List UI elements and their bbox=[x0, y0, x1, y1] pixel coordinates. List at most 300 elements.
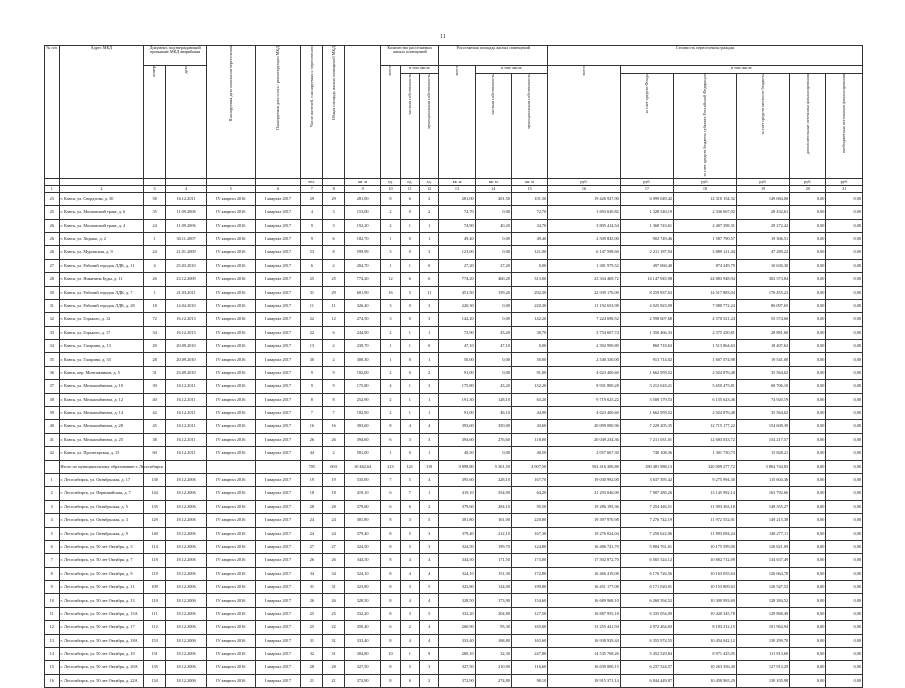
table-cell: I квартал 2017 bbox=[255, 621, 301, 634]
table-cell: I квартал 2017 bbox=[255, 514, 301, 527]
table-cell: 101,50 bbox=[511, 192, 547, 205]
table-cell: 47,10 bbox=[439, 340, 475, 353]
table-cell: 220,80 bbox=[511, 514, 547, 527]
table-cell: 16.12.2011 bbox=[165, 407, 206, 420]
table-cell: 1 368 743,61 bbox=[620, 219, 673, 232]
table-cell: 191,30 bbox=[439, 393, 475, 406]
table-cell: 0,00 bbox=[475, 366, 511, 379]
table-cell: 0,00 bbox=[475, 313, 511, 326]
table-cell: 43,20 bbox=[475, 380, 511, 393]
table-cell: 599,99 bbox=[345, 246, 381, 259]
table-cell: 3 bbox=[419, 540, 438, 553]
table-cell: 21 bbox=[301, 674, 323, 687]
table-cell: IV квартал 2016 bbox=[207, 661, 255, 674]
table-cell: 26 bbox=[323, 433, 345, 446]
table-cell: 16.12.2013 bbox=[165, 326, 206, 339]
table-cell: 0,00 bbox=[790, 393, 826, 406]
table-cell: 31 bbox=[323, 581, 345, 594]
table-cell: 148 277,11 bbox=[736, 527, 789, 540]
table-cell: 1 bbox=[144, 232, 166, 245]
table-cell: 774,20 bbox=[345, 273, 381, 286]
table-cell: 10 153 809,63 bbox=[674, 581, 737, 594]
table-cell: IV квартал 2016 bbox=[207, 299, 255, 312]
table-cell: 91,00 bbox=[511, 366, 547, 379]
table-cell: 774,20 bbox=[439, 273, 475, 286]
table-cell: 11 bbox=[323, 299, 345, 312]
table-cell: 0,00 bbox=[826, 206, 863, 219]
table-cell: 284,10 bbox=[475, 500, 511, 513]
table-cell: 381,80 bbox=[345, 514, 381, 527]
address-cell: г. Лесосибирск, ул. Октябрьская, д. 9 bbox=[59, 527, 144, 540]
table-cell: 1 bbox=[400, 326, 419, 339]
table-cell: 1 587 790,57 bbox=[674, 232, 737, 245]
table-cell: 0,00 bbox=[790, 473, 826, 486]
table-cell: 350,00 bbox=[475, 420, 511, 433]
table-cell: 35 564,62 bbox=[736, 407, 789, 420]
table-cell: 18 915 371,14 bbox=[548, 674, 621, 687]
table-cell: 7 250 622,06 bbox=[620, 527, 673, 540]
table-cell: 0,00 bbox=[790, 460, 826, 473]
table-cell: 3 bbox=[419, 246, 438, 259]
table-cell: 323,80 bbox=[345, 581, 381, 594]
table-cell: 3 212 618,21 bbox=[620, 380, 673, 393]
table-row bbox=[45, 246, 863, 259]
table-cell: 22 bbox=[301, 313, 323, 326]
table-cell: 6 bbox=[381, 487, 400, 500]
table-cell: 40,50 bbox=[511, 447, 547, 460]
table-cell: 26 bbox=[301, 433, 323, 446]
table-row bbox=[45, 340, 863, 353]
table-cell: 0,00 bbox=[826, 621, 863, 634]
table-cell: 1 bbox=[400, 407, 419, 420]
table-cell: 28 bbox=[144, 353, 166, 366]
column-number: 7 bbox=[301, 185, 323, 192]
table-cell: 0,00 bbox=[790, 326, 826, 339]
table-cell: 9 bbox=[301, 380, 323, 393]
table-cell: 3 bbox=[400, 514, 419, 527]
table-cell: 95,30 bbox=[475, 621, 511, 634]
table-cell: 328,50 bbox=[345, 594, 381, 607]
table-cell: 116,60 bbox=[511, 661, 547, 674]
table-cell: 21 bbox=[323, 674, 345, 687]
table-cell: 24 883 948,94 bbox=[674, 273, 737, 286]
table-cell: 149 215,38 bbox=[736, 514, 789, 527]
address-cell: г. Лесосибирск, ул. 50 лет Октября, д. 22А bbox=[59, 674, 144, 687]
table-cell: 7 229 205,35 bbox=[620, 420, 673, 433]
table-cell: 3 bbox=[323, 206, 345, 219]
table-cell: 4 623 400,60 bbox=[548, 407, 621, 420]
table-cell: 8 bbox=[301, 393, 323, 406]
table-cell: 1 bbox=[419, 326, 438, 339]
table-cell: 4 972 264,83 bbox=[620, 621, 673, 634]
table-cell: 142,20 bbox=[439, 313, 475, 326]
unit-cell: ед. bbox=[381, 178, 400, 185]
table-cell: 0,00 bbox=[826, 286, 863, 299]
table-cell: I квартал 2017 bbox=[255, 393, 301, 406]
table-cell: 154,60 bbox=[511, 594, 547, 607]
table-cell: 2 bbox=[419, 366, 438, 379]
table-cell: 182,70 bbox=[345, 232, 381, 245]
table-cell: 18.12.2006 bbox=[165, 567, 206, 580]
table-cell: 20.09.2010 bbox=[165, 340, 206, 353]
table-cell: 176 455,23 bbox=[736, 286, 789, 299]
table-cell: I квартал 2017 bbox=[255, 420, 301, 433]
table-cell: IV квартал 2016 bbox=[207, 313, 255, 326]
hdr-cost-title: Стоимость переселения граждан bbox=[548, 46, 863, 66]
table-cell: 110 bbox=[144, 594, 166, 607]
table-cell: 151,30 bbox=[475, 567, 511, 580]
table-cell: 2 bbox=[419, 192, 438, 205]
table-cell: IV квартал 2016 bbox=[207, 380, 255, 393]
table-cell: 22 939 176,00 bbox=[548, 286, 621, 299]
table-cell: 28 bbox=[301, 661, 323, 674]
table-cell: 10 458 965,29 bbox=[674, 674, 737, 687]
table-cell: 239,70 bbox=[345, 340, 381, 353]
column-number: 14 bbox=[475, 185, 511, 192]
table-cell: 1 bbox=[419, 393, 438, 406]
table-cell: 6 565 524,12 bbox=[620, 554, 673, 567]
table-cell: 6 bbox=[400, 273, 419, 286]
table-cell: 0,00 bbox=[790, 299, 826, 312]
table-cell: 28 bbox=[45, 273, 60, 286]
table-cell: 8 bbox=[381, 514, 400, 527]
table-cell: 134 637,49 bbox=[736, 554, 789, 567]
table-cell: 1 bbox=[381, 259, 400, 272]
table-cell: 29 bbox=[144, 340, 166, 353]
table-cell: IV квартал 2016 bbox=[207, 366, 255, 379]
table-cell: 167,70 bbox=[511, 473, 547, 486]
table-row bbox=[45, 206, 863, 219]
table-cell: IV квартал 2016 bbox=[207, 607, 255, 620]
table-cell: 18.12.2006 bbox=[165, 674, 206, 687]
table-cell: 50,00 bbox=[439, 353, 475, 366]
table-cell: 16.12.2013 bbox=[165, 313, 206, 326]
table-cell: 16 938 929,44 bbox=[548, 634, 621, 647]
table-cell: 3 bbox=[419, 433, 438, 446]
table-cell: 0,00 bbox=[790, 192, 826, 205]
table-cell: 3 bbox=[381, 313, 400, 326]
table-cell: 14 147 945,98 bbox=[620, 273, 673, 286]
table-cell: 4 bbox=[400, 567, 419, 580]
table-cell: 25 bbox=[45, 206, 60, 219]
table-cell: 121,00 bbox=[511, 246, 547, 259]
table-cell: 1 693 630,82 bbox=[548, 206, 621, 219]
table-cell: 16.12.2011 bbox=[165, 192, 206, 205]
table-cell: 0,00 bbox=[790, 313, 826, 326]
address-cell: г. Канск, ул. Мелькомбината, д. 25 bbox=[59, 433, 144, 446]
column-number: 12 bbox=[419, 185, 438, 192]
table-cell: 2 375 250,81 bbox=[674, 326, 737, 339]
table-cell: 2 392 990,80 bbox=[548, 340, 621, 353]
table-cell: 2 bbox=[381, 393, 400, 406]
table-cell: 393,60 bbox=[345, 420, 381, 433]
table-cell: 3 bbox=[45, 500, 60, 513]
table-cell: I квартал 2017 bbox=[255, 433, 301, 446]
table-cell: 10 163 055,64 bbox=[674, 567, 737, 580]
table-cell: 74 920,19 bbox=[736, 393, 789, 406]
table-cell: 16 887 955,18 bbox=[548, 607, 621, 620]
table-cell: 28 bbox=[301, 500, 323, 513]
table-cell: 35 564,62 bbox=[736, 366, 789, 379]
table-cell: 14.04.2010 bbox=[165, 299, 206, 312]
table-cell: 31 bbox=[144, 366, 166, 379]
table-cell: 12 310 154,32 bbox=[674, 192, 737, 205]
table-cell: 28 432,61 bbox=[736, 206, 789, 219]
table-cell: 394,60 bbox=[345, 433, 381, 446]
table-cell: I квартал 2017 bbox=[255, 259, 301, 272]
unit-cell: руб. bbox=[826, 178, 863, 185]
unit-cell: кв. м bbox=[345, 178, 381, 185]
table-cell: 111 bbox=[144, 607, 166, 620]
table-cell: 40,50 bbox=[439, 447, 475, 460]
table-cell: 20 099 090,96 bbox=[548, 420, 621, 433]
unit-cell: ед. bbox=[419, 178, 438, 185]
table-cell: 31 bbox=[301, 634, 323, 647]
table-row bbox=[45, 634, 863, 647]
table-cell: 327,50 bbox=[345, 661, 381, 674]
table-cell: 10 630,30 bbox=[736, 259, 789, 272]
hdr-planned-end: Планируемая дата окончания переселения bbox=[227, 46, 233, 122]
table-cell: 115 604,36 bbox=[736, 473, 789, 486]
table-cell: 23 334 469,72 bbox=[548, 273, 621, 286]
table-cell: 210,90 bbox=[475, 661, 511, 674]
table-cell: 5 452 529,84 bbox=[620, 648, 673, 661]
table-row bbox=[45, 554, 863, 567]
table-cell: IV квартал 2016 bbox=[207, 219, 255, 232]
table-cell: 0,00 bbox=[790, 581, 826, 594]
address-cell: г. Лесосибирск, ул. 50 лет Октября, д. 7 bbox=[59, 554, 144, 567]
table-cell: 2 bbox=[381, 366, 400, 379]
table-cell: 29 bbox=[301, 192, 323, 205]
table-cell: 601,90 bbox=[345, 286, 381, 299]
table-cell: 0 bbox=[419, 340, 438, 353]
table-row bbox=[45, 473, 863, 486]
table-cell: IV квартал 2016 bbox=[207, 259, 255, 272]
address-cell: г. Лесосибирск, ул. 50 лет Октября, д. 17 bbox=[59, 621, 144, 634]
table-cell: 0,00 bbox=[826, 340, 863, 353]
table-cell: 4 bbox=[144, 259, 166, 272]
table-cell: 0,00 bbox=[826, 232, 863, 245]
hdr-area-private: частная собственность bbox=[490, 74, 496, 115]
table-cell: 28 bbox=[323, 661, 345, 674]
table-cell: 168,80 bbox=[475, 634, 511, 647]
hdr-n-pp: № п/п bbox=[45, 46, 60, 179]
column-number: 1 bbox=[45, 185, 60, 192]
table-cell: 44,90 bbox=[511, 407, 547, 420]
table-cell: 6 bbox=[400, 192, 419, 205]
table-cell: 18.12.2006 bbox=[165, 661, 206, 674]
table-cell: 740 108,36 bbox=[620, 447, 673, 460]
table-cell: 14 535 768,26 bbox=[548, 648, 621, 661]
table-cell: I квартал 2017 bbox=[255, 607, 301, 620]
table-cell: 126 547,52 bbox=[736, 581, 789, 594]
table-cell: 2 bbox=[419, 206, 438, 219]
table-cell: 18.12.2006 bbox=[165, 473, 206, 486]
table-cell: 173,00 bbox=[511, 554, 547, 567]
address-cell: г. Канск, ул. Муромская, д. 9 bbox=[59, 246, 144, 259]
table-cell: 27 bbox=[301, 540, 323, 553]
table-cell: 129 868,49 bbox=[736, 607, 789, 620]
table-cell: 142,20 bbox=[511, 313, 547, 326]
table-cell: 21.01.2009 bbox=[165, 246, 206, 259]
table-cell: 3 bbox=[381, 299, 400, 312]
table-cell: IV квартал 2016 bbox=[207, 326, 255, 339]
table-cell: 5 650 475,81 bbox=[674, 380, 737, 393]
hdr-area-municipal: муниципальная собственность bbox=[526, 74, 532, 129]
table-cell: 13 bbox=[301, 340, 323, 353]
table-cell: 42 bbox=[45, 447, 60, 460]
table-cell: 5 bbox=[400, 661, 419, 674]
table-cell: 33 bbox=[45, 326, 60, 339]
table-cell bbox=[255, 460, 301, 473]
table-cell: 0,00 bbox=[790, 407, 826, 420]
table-cell: 31 bbox=[301, 581, 323, 594]
table-cell: I квартал 2017 bbox=[255, 232, 301, 245]
table-cell: 0,00 bbox=[826, 259, 863, 272]
table-cell: 11 bbox=[301, 299, 323, 312]
table-cell: 4 bbox=[419, 594, 438, 607]
table-cell bbox=[45, 460, 60, 473]
table-cell: 379,60 bbox=[345, 500, 381, 513]
table-cell: 18.12.2006 bbox=[165, 581, 206, 594]
table-cell: 4 bbox=[400, 420, 419, 433]
table-cell: 161,00 bbox=[475, 514, 511, 527]
table-cell: I квартал 2017 bbox=[255, 594, 301, 607]
table-cell: 26 bbox=[301, 554, 323, 567]
table-cell: 1 bbox=[381, 232, 400, 245]
table-cell: 7 987 280,26 bbox=[620, 487, 673, 500]
table-cell: 138 bbox=[144, 473, 166, 486]
table-cell: 0,00 bbox=[790, 527, 826, 540]
table-cell: 163 792,66 bbox=[736, 487, 789, 500]
table-cell: I квартал 2017 bbox=[255, 648, 301, 661]
table-cell: 25 bbox=[323, 607, 345, 620]
table-cell: 119 bbox=[419, 460, 438, 473]
table-row bbox=[45, 621, 863, 634]
table-cell: 16 bbox=[323, 420, 345, 433]
table-cell: 320 009 277,72 bbox=[674, 460, 737, 473]
table-row bbox=[45, 259, 863, 272]
table-cell: 874 249,79 bbox=[674, 259, 737, 272]
table-cell: 326,40 bbox=[345, 299, 381, 312]
column-number: 4 bbox=[165, 185, 206, 192]
table-cell: 134 bbox=[144, 674, 166, 687]
hdr-rooms-all: всего bbox=[387, 66, 393, 76]
table-cell: I квартал 2017 bbox=[255, 554, 301, 567]
table-cell: 2 bbox=[400, 621, 419, 634]
table-cell: 18.12.2006 bbox=[165, 514, 206, 527]
hdr-local: за счет средств местного бюджета bbox=[759, 74, 765, 135]
table-cell: I квартал 2017 bbox=[255, 407, 301, 420]
table-cell: 1 bbox=[400, 648, 419, 661]
table-cell: I квартал 2017 bbox=[255, 581, 301, 594]
table-cell: 9 bbox=[323, 366, 345, 379]
table-cell: 300,30 bbox=[345, 353, 381, 366]
table-cell: 333,40 bbox=[439, 634, 475, 647]
table-cell: 25 bbox=[301, 621, 323, 634]
table-cell: 1 bbox=[45, 473, 60, 486]
table-cell: 16.12.2011 bbox=[165, 420, 206, 433]
table-cell: 350,40 bbox=[345, 621, 381, 634]
table-cell: 0,00 bbox=[826, 460, 863, 473]
unit-cell: чел. bbox=[301, 178, 323, 185]
table-cell: 0,00 bbox=[826, 594, 863, 607]
table-cell: 126 664,78 bbox=[736, 567, 789, 580]
table-cell: 135 bbox=[144, 500, 166, 513]
table-cell: 0,00 bbox=[826, 326, 863, 339]
table-cell: 111 813,60 bbox=[736, 648, 789, 661]
table-cell: 8 bbox=[381, 594, 400, 607]
table-cell: 902 749,46 bbox=[620, 232, 673, 245]
table-cell: 3 bbox=[419, 661, 438, 674]
table-cell: 3 bbox=[381, 246, 400, 259]
table-cell: 0 bbox=[400, 246, 419, 259]
address-cell: г. Канск, ул. Мелькомбината, д. 14 bbox=[59, 407, 144, 420]
table-cell: 18.12.2006 bbox=[165, 500, 206, 513]
table-cell: 17 502 872,70 bbox=[548, 554, 621, 567]
table-cell: IV квартал 2016 bbox=[207, 487, 255, 500]
table-cell: 10 175 599,00 bbox=[674, 540, 737, 553]
table-cell: 344,50 bbox=[345, 554, 381, 567]
table-cell: 1 bbox=[419, 232, 438, 245]
table-cell: 6 155 623,46 bbox=[674, 393, 737, 406]
table-cell: 10 300 993,69 bbox=[674, 594, 737, 607]
address-cell: г. Канск, ул. Горького, д. 12 bbox=[59, 313, 144, 326]
table-cell: 10 420 345,78 bbox=[674, 607, 737, 620]
unit-cell: руб. bbox=[620, 178, 673, 185]
column-number: 17 bbox=[620, 185, 673, 192]
table-cell: 27 bbox=[323, 540, 345, 553]
table-cell: 0,00 bbox=[790, 674, 826, 687]
table-cell: 16 466 419,08 bbox=[548, 567, 621, 580]
table-cell: 10 462,64 bbox=[345, 460, 381, 473]
table-cell: 27 bbox=[45, 259, 60, 272]
table-cell: 1 328 540,19 bbox=[620, 206, 673, 219]
table-cell: 2 924 876,48 bbox=[674, 366, 737, 379]
table-cell: IV квартал 2016 bbox=[207, 433, 255, 446]
table-cell: IV квартал 2016 bbox=[207, 286, 255, 299]
table-cell: 192,20 bbox=[345, 219, 381, 232]
table-cell: 7 bbox=[400, 487, 419, 500]
table-cell: 49,40 bbox=[511, 232, 547, 245]
table-cell: 274,50 bbox=[345, 313, 381, 326]
table-cell: 281,00 bbox=[345, 192, 381, 205]
table-cell: 2 bbox=[381, 219, 400, 232]
table-cell: 4 bbox=[381, 380, 400, 393]
table-cell: 98,10 bbox=[511, 674, 547, 687]
table-cell: 354,90 bbox=[475, 487, 511, 500]
table-cell: 167,30 bbox=[511, 527, 547, 540]
table-row bbox=[45, 313, 863, 326]
table-cell: 25.03.2010 bbox=[165, 259, 206, 272]
table-cell: 39 bbox=[45, 407, 60, 420]
table-cell: 165,60 bbox=[511, 634, 547, 647]
table-cell: 460,20 bbox=[475, 273, 511, 286]
table-cell: 335,00 bbox=[345, 473, 381, 486]
table-cell: 20.09.2010 bbox=[165, 353, 206, 366]
table-cell: 6 bbox=[45, 540, 60, 553]
hdr-address: Адрес МКД bbox=[59, 46, 144, 179]
table-cell: 379,60 bbox=[439, 500, 475, 513]
table-cell: 8 971 425,05 bbox=[674, 648, 737, 661]
table-cell: IV квартал 2016 bbox=[207, 634, 255, 647]
table-cell: 9 bbox=[301, 219, 323, 232]
table-cell: 8 bbox=[323, 246, 345, 259]
table-cell: 1 bbox=[400, 340, 419, 353]
table-cell: 18.12.2006 bbox=[165, 621, 206, 634]
address-cell: г. Канск, ул. Гагарина, д. 33 bbox=[59, 353, 144, 366]
table-cell: 419,10 bbox=[345, 487, 381, 500]
